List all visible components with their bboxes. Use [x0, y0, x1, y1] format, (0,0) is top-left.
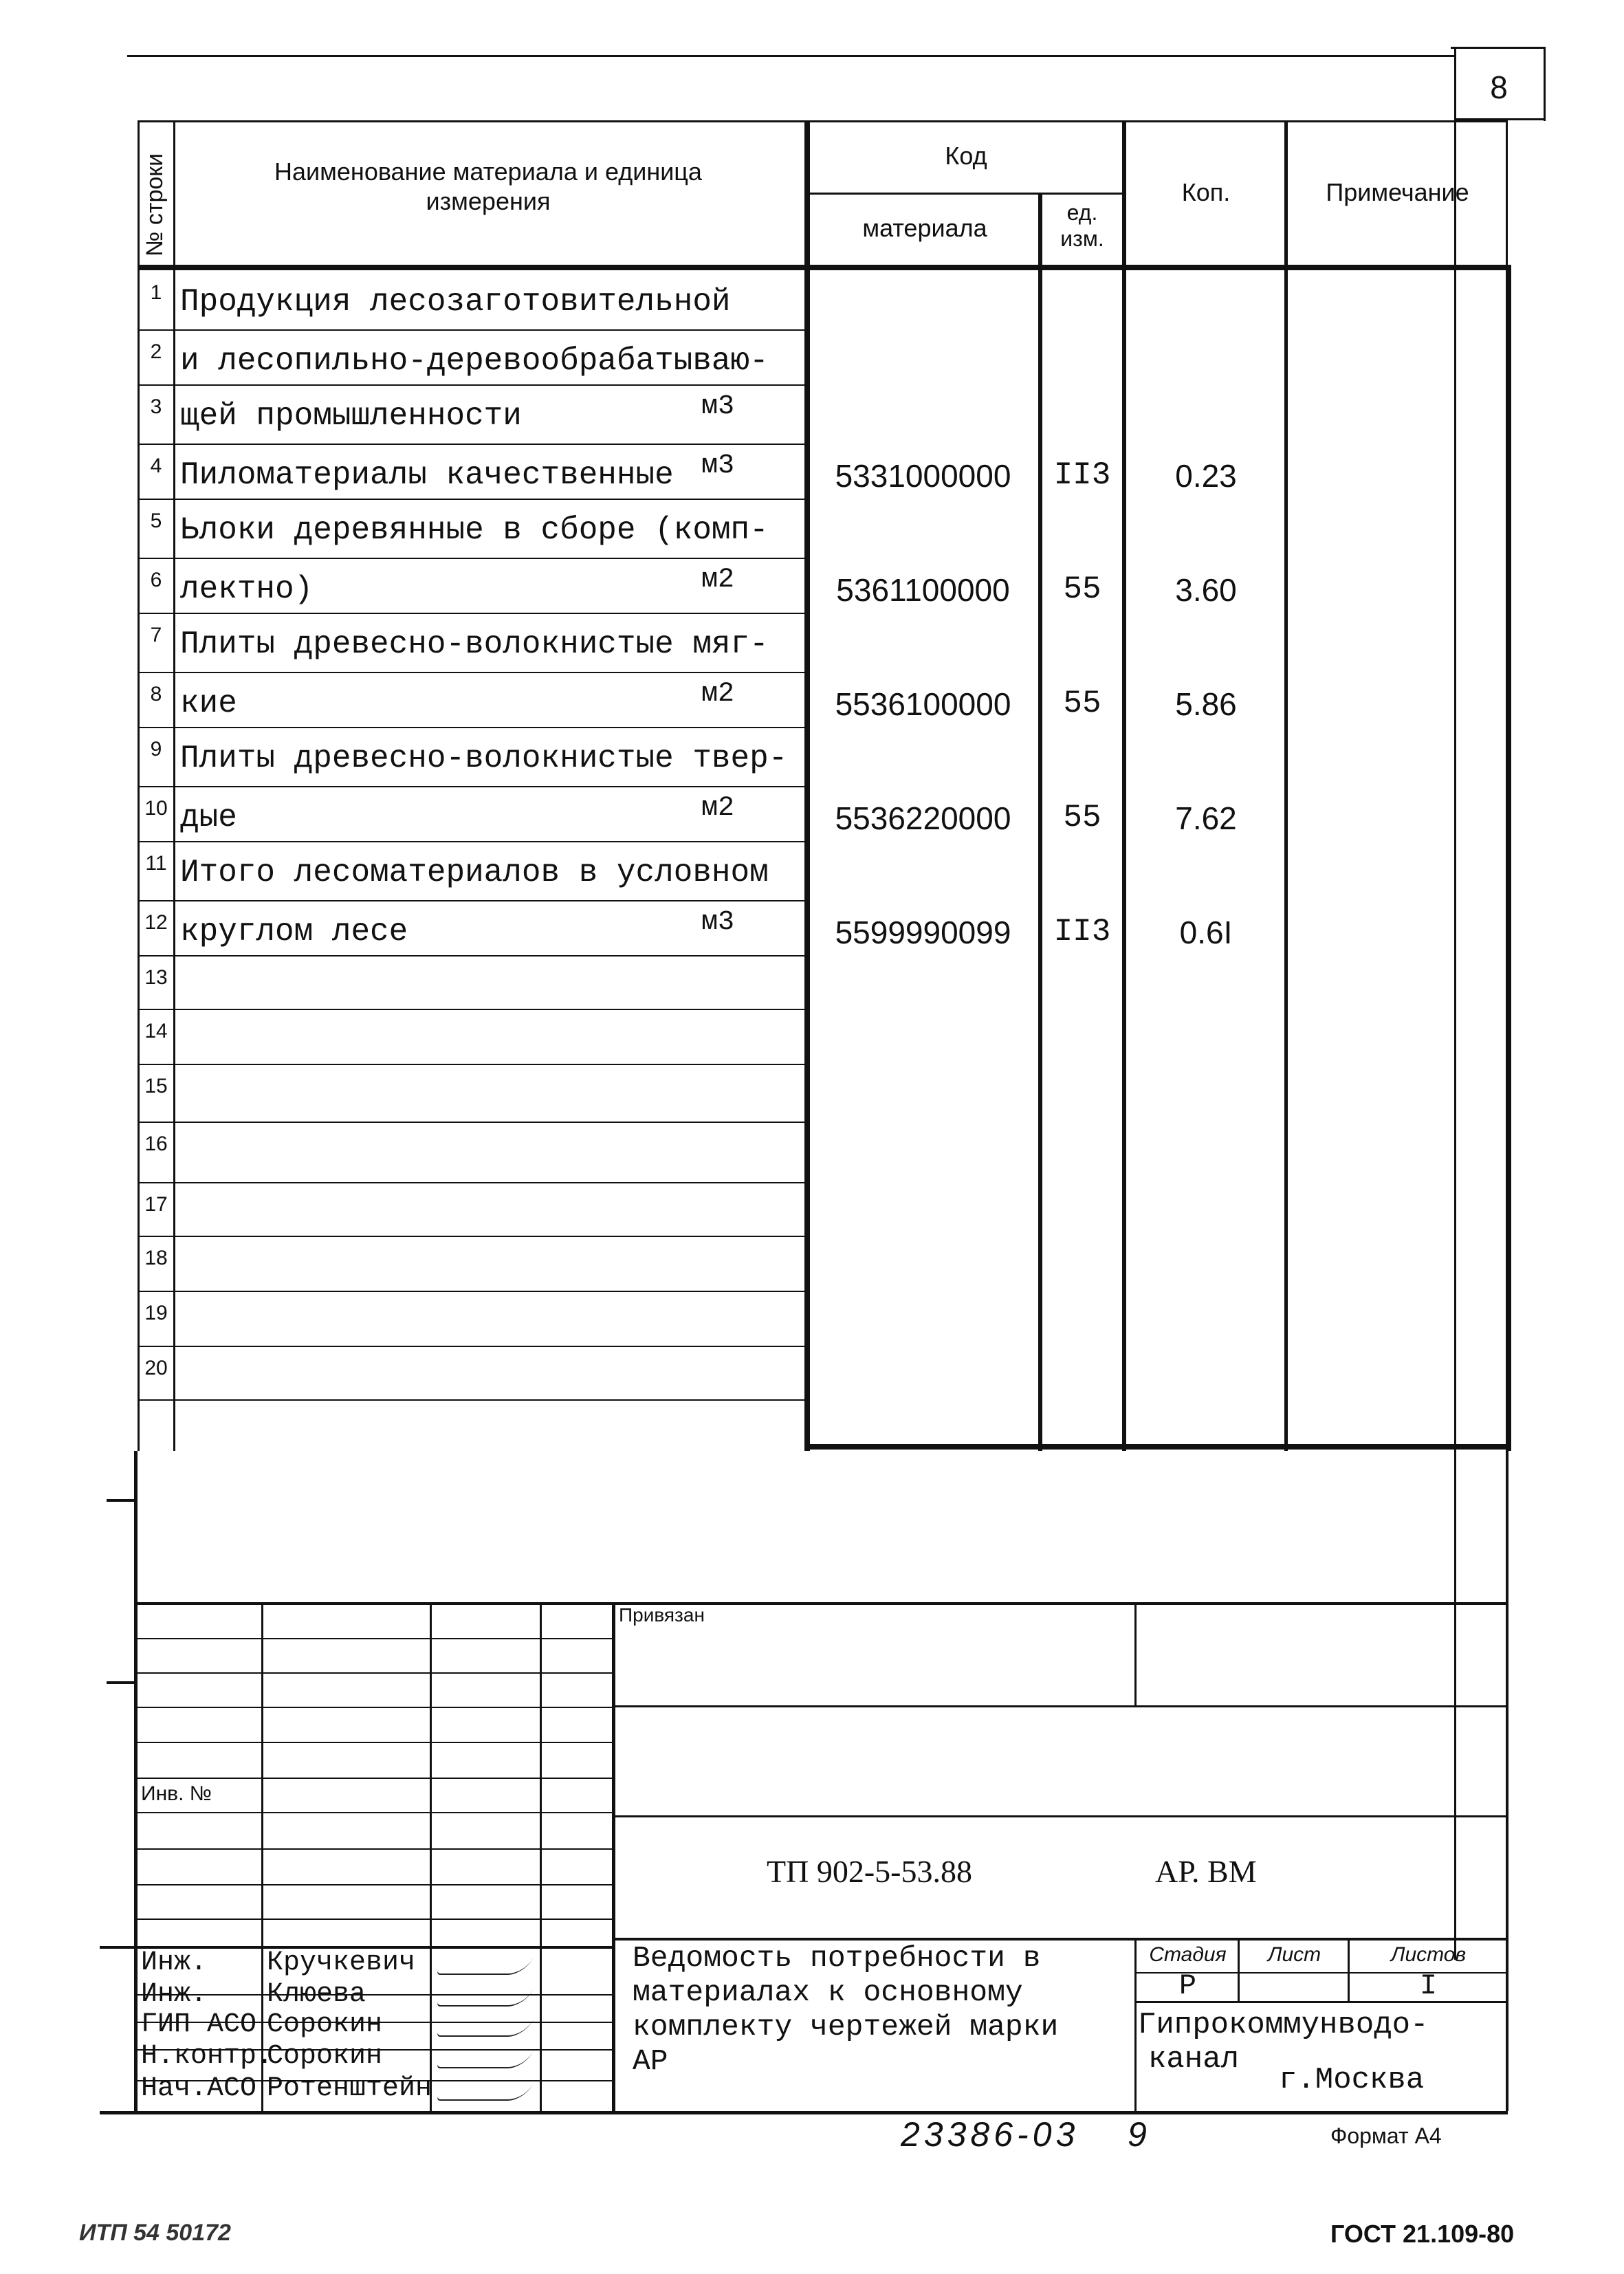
header-name: Наименование материала и единица измерения	[274, 157, 702, 216]
row-number: 13	[144, 966, 168, 989]
left-stamp: ИТП 54 50172	[79, 2220, 231, 2246]
sheets-value: I	[1419, 1969, 1438, 2002]
doc-title-2: материалах к основному	[633, 1976, 1023, 2009]
row-material-name: лектно)	[180, 571, 314, 607]
row-material-code: 5361100000	[836, 572, 1010, 608]
row-number: 2	[150, 340, 162, 363]
row-number: 4	[150, 455, 162, 477]
doc-title-4: АР	[633, 2044, 668, 2078]
row-number: 5	[150, 510, 162, 532]
row-material-code: 5536220000	[835, 800, 1011, 836]
staff-role: Инж.	[141, 1947, 208, 1978]
row-unit: м3	[701, 907, 735, 938]
archive-number: 23386-03	[901, 2115, 1079, 2154]
row-material-name: дые	[180, 800, 237, 835]
row-number: 15	[144, 1075, 168, 1097]
doc-title-1: Ведомость потребности в	[633, 1941, 1041, 1975]
staff-role: Нач.АСО	[141, 2073, 257, 2104]
staff-role: Инж.	[141, 1979, 208, 2010]
row-material-name: щей промышленности	[180, 398, 522, 434]
org-city: г.Москва	[1279, 2063, 1425, 2097]
row-unit: м2	[701, 793, 735, 824]
row-unit-code: 55	[1063, 686, 1101, 721]
org-line1: Гипрокоммунводо-	[1138, 2008, 1429, 2042]
header-unit: ед. изм.	[1060, 200, 1104, 252]
row-quantity: 0.23	[1175, 458, 1237, 494]
signature	[436, 2083, 534, 2101]
row-material-name: Пиломатериалы качественные	[180, 457, 674, 493]
staff-name: Сорокин	[267, 2009, 383, 2040]
stage-value: Р	[1178, 1969, 1197, 2002]
row-material-name: Плиты древесно-волокнистые мяг-	[180, 626, 769, 662]
row-unit-code: 55	[1063, 800, 1101, 835]
row-number: 12	[144, 911, 168, 934]
row-number: 3	[150, 395, 162, 418]
row-number: 19	[144, 1302, 168, 1324]
doc-mark: АР. ВМ	[1155, 1854, 1257, 1889]
header-code: Код	[945, 142, 987, 170]
header-row-no: № строки	[142, 153, 168, 256]
gost-label: ГОСТ 21.109-80	[1330, 2220, 1515, 2248]
row-material-name: Ьлоки деревянные в сборе (комп-	[180, 512, 769, 548]
doc-code: ТП 902-5-53.88	[767, 1854, 972, 1889]
format-label: Формат А4	[1330, 2123, 1442, 2148]
row-number: 16	[144, 1133, 168, 1155]
row-quantity: 5.86	[1175, 686, 1237, 722]
signature	[436, 1989, 534, 2007]
row-quantity: 7.62	[1175, 800, 1237, 836]
row-number: 1	[150, 281, 162, 304]
row-number: 11	[145, 852, 167, 875]
row-material-name: круглом лесе	[180, 914, 408, 950]
row-number: 7	[150, 624, 162, 646]
row-unit: м3	[701, 450, 735, 481]
staff-role: Н.контр.	[141, 2041, 274, 2072]
header-material: материала	[862, 214, 987, 242]
row-number: 18	[144, 1247, 168, 1269]
row-number: 9	[150, 738, 162, 761]
row-unit-code: 55	[1063, 571, 1101, 607]
privyazan-label: Привязан	[619, 1604, 705, 1626]
staff-name: Клюева	[267, 1979, 366, 2010]
row-number: 14	[144, 1020, 168, 1042]
staff-role: ГИП АСО	[141, 2009, 257, 2040]
stage-label: Стадия	[1149, 1943, 1227, 1966]
row-number: 20	[144, 1357, 168, 1379]
header-note: Примечание	[1326, 178, 1469, 206]
page-number: 9	[1128, 2115, 1147, 2154]
row-material-name: Плиты древесно-волокнистые твер-	[180, 741, 788, 776]
row-number: 8	[150, 683, 162, 706]
sheet-number: 8	[1490, 69, 1508, 105]
row-material-name: Итого лесоматериалов в условном	[180, 855, 769, 890]
row-material-code: 5331000000	[835, 458, 1011, 494]
doc-title-3: комплекту чертежей марки	[633, 2010, 1059, 2044]
staff-name: Ротенштейн	[267, 2073, 432, 2104]
staff-name: Кручкевич	[267, 1947, 416, 1978]
header-qty: Коп.	[1181, 178, 1231, 206]
org-line2: канал	[1148, 2042, 1240, 2077]
inv-no-label: Инв. №	[141, 1782, 212, 1805]
row-unit: м3	[701, 391, 735, 422]
row-material-name: и лесопильно-деревообрабатываю-	[180, 343, 769, 379]
row-material-name: кие	[180, 686, 237, 721]
row-material-name: Продукция лесозаготовительной	[180, 284, 731, 320]
signature	[436, 2051, 534, 2068]
row-unit: м2	[701, 565, 735, 595]
row-unit-code: II3	[1053, 914, 1111, 950]
signature	[436, 2019, 534, 2037]
sheets-label: Листов	[1390, 1943, 1467, 1966]
row-quantity: 0.6I	[1179, 915, 1233, 950]
row-number: 6	[150, 569, 162, 591]
row-number: 10	[144, 797, 168, 820]
row-quantity: 3.60	[1175, 572, 1237, 608]
signature	[436, 1957, 534, 1975]
row-material-code: 5599990099	[835, 915, 1011, 950]
row-material-code: 5536100000	[835, 686, 1011, 722]
row-unit-code: II3	[1053, 457, 1111, 493]
staff-name: Сорокин	[267, 2041, 383, 2072]
row-unit: м2	[701, 679, 735, 710]
row-number: 17	[144, 1193, 168, 1216]
sheet-label: Лист	[1267, 1943, 1321, 1966]
